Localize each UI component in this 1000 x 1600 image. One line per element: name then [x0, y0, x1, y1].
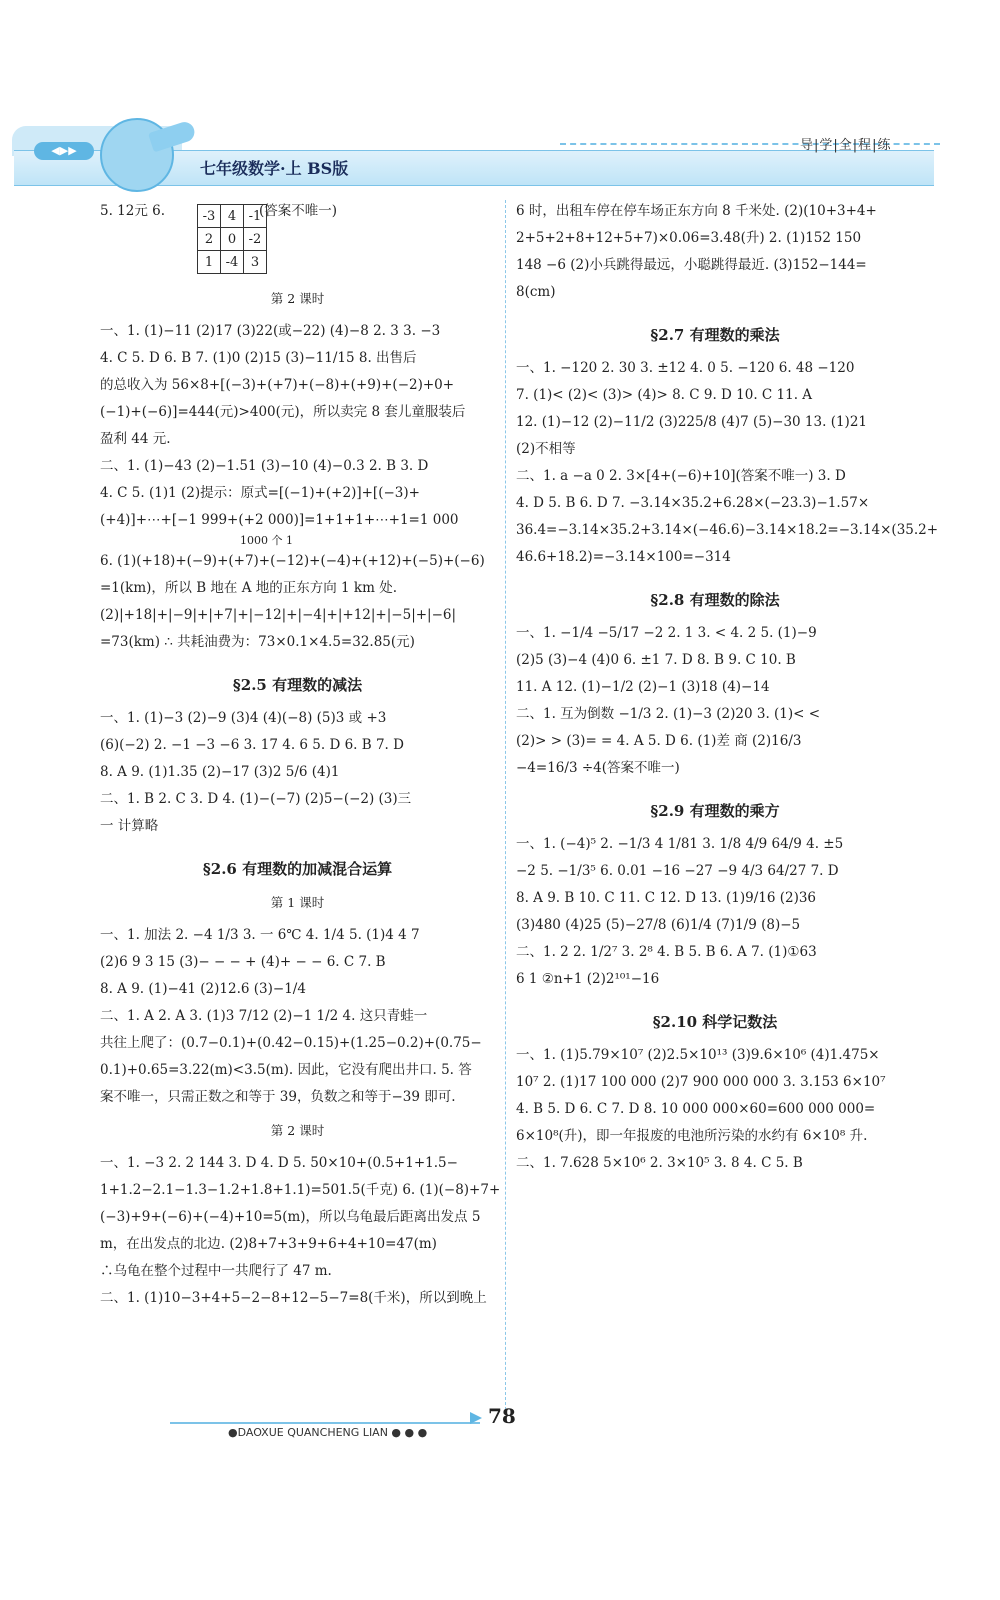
answer-note: 1000 个 1 [240, 534, 293, 547]
grid-cell: -1 [244, 205, 267, 228]
answer-line: (2)|+18|+|−9|+|+7|+|−12|+|−4|+|+12|+|−5|+|−6| [100, 607, 457, 623]
grid-cell: 0 [221, 228, 244, 251]
answer-line: 8. A 9. B 10. C 11. C 12. D 13. (1)9/16 (2)36 [516, 890, 817, 906]
answer-line: 6 时，出租车停在停车场正东方向 8 千米处. (2)(10+3+4+ [516, 203, 877, 219]
column-divider [505, 200, 506, 1410]
answer-line: 148 −6 (2)小兵跳得最远，小聪跳得最近. (3)152−144= [516, 257, 867, 273]
answer-line: 一、1. −3 2. 2 144 3. D 4. D 5. 50×10+(0.5+1+1.5− [100, 1155, 458, 1171]
answer-line: 一、1. (1)−11 (2)17 (3)22(或−22) (4)−8 2. 3 3. −3 [100, 323, 441, 339]
answer-line: 二、1. (1)−43 (2)−1.51 (3)−10 (4)−0.3 2. B 3. D [100, 458, 429, 474]
answer-line: 二、1. A 2. A 3. (1)3 7/12 (2)−1 1/2 4. 这只青蛙一 [100, 1008, 428, 1024]
answer-line: 共往上爬了：(0.7−0.1)+(0.42−0.15)+(1.25−0.2)+(0.75− [100, 1035, 482, 1051]
left-column [100, 198, 501, 1312]
answer-line: (2)不相等 [516, 441, 576, 457]
answer-line: 4. D 5. B 6. D 7. −3.14×35.2+6.28×(−23.3)−1.57× [516, 495, 870, 511]
answer-line: =1(km)，所以 B 地在 A 地的正东方向 1 km 处. [100, 580, 397, 596]
footer-arrow-icon [470, 1412, 482, 1424]
answer-line: 一、1. −1/4 −5/17 −2 2. 1 3. < 4. 2 5. (1)−9 [516, 625, 817, 641]
answer-line: 4. C 5. D 6. B 7. (1)0 (2)15 (3)−11/15 8. 出售后 [100, 350, 417, 366]
section-heading: §2.10 科学记数法 [652, 1013, 778, 1031]
answer-line: 二、1. 7.628 5×10⁶ 2. 3×10⁵ 3. 8 4. C 5. B [516, 1155, 803, 1171]
answer-line: −4=16/3 ÷4(答案不唯一) [516, 760, 680, 776]
answer-line: (+4)]+⋯+[−1 999+(+2 000)]=1+1+1+⋯+1=1 000 [100, 512, 459, 528]
grid-cell: 1 [198, 251, 221, 274]
answer-line: 10⁷ 2. (1)17 100 000 (2)7 900 000 000 3. 3.153 6×10⁷ [516, 1074, 886, 1090]
answer-line: 一 计算略 [100, 818, 159, 834]
answer-line: (2)5 (3)−4 (4)0 6. ±1 7. D 8. B 9. C 10. B [516, 652, 796, 668]
answer-line: 6×10⁸(升)，即一年报废的电池所污染的水约有 6×10⁸ 升. [516, 1128, 868, 1144]
section-heading: §2.8 有理数的除法 [650, 591, 780, 609]
answer-line: (−1)+(−6)]=444(元)>400(元)，所以卖完 8 套儿童服装后 [100, 404, 466, 420]
answer-line: (2)6 9 3 15 (3)− − − + (4)+ − − 6. C 7. B [100, 954, 386, 970]
lesson-subtitle: 第 1 课时 [270, 895, 325, 910]
answer-line: −2 5. −1/3⁵ 6. 0.01 −16 −27 −9 4/3 64/27 7. D [516, 863, 839, 879]
answer-line: 6. (1)(+18)+(−9)+(+7)+(−12)+(−4)+(+12)+(−5)+(−6) [100, 553, 485, 569]
section-heading: §2.6 有理数的加减混合运算 [202, 860, 393, 878]
right-column [516, 198, 939, 1177]
answer-line: 一、1. −120 2. 30 3. ±12 4. 0 5. −120 6. 48 −120 [516, 360, 855, 376]
answer-line: 7. (1)< (2)< (3)> (4)> 8. C 9. D 10. C 11. A [516, 387, 813, 403]
answer-line: 二、1. (1)10−3+4+5−2−8+12−5−7=8(千米)，所以到晚上 [100, 1290, 487, 1306]
answer-line: 0.1)+0.65=3.22(m)<3.5(m). 因此，它没有爬出井口. 5. 答 [100, 1062, 472, 1078]
answer-line: (−3)+9+(−6)+(−4)+10=5(m)，所以乌龟最后距离出发点 5 [100, 1209, 481, 1225]
answer-line: =73(km) ∴ 共耗油费为：73×0.1×4.5=32.85(元) [100, 634, 415, 650]
answer-line: m，在出发点的北边. (2)8+7+3+9+6+4+10=47(m) [100, 1236, 437, 1252]
lesson-subtitle: 第 2 课时 [270, 1123, 325, 1138]
grid-cell: 3 [244, 251, 267, 274]
answer-line: 一、1. 加法 2. −4 1/3 3. 一 6℃ 4. 1/4 5. (1)4 4 7 [100, 927, 420, 943]
answer-line: 二、1. 2 2. 1/2⁷ 3. 2⁸ 4. B 5. B 6. A 7. (1)①63 [516, 944, 817, 960]
footer-text: ●DAOXUE QUANCHENG LIAN ● ● ● [228, 1426, 428, 1439]
answer-line: 12. (1)−12 (2)−11/2 (3)225/8 (4)7 (5)−30 13. (1)21 [516, 414, 867, 430]
answer-line: 的总收入为 56×8+[(−3)+(+7)+(−8)+(+9)+(−2)+0+ [100, 377, 455, 393]
answer-line: 8(cm) [516, 284, 556, 300]
series-label: 导|学|全|程|练 [800, 138, 892, 153]
answer-line: 案不唯一，只需正数之和等于 39，负数之和等于−39 即可. [100, 1089, 456, 1105]
answer-line: 1+1.2−2.1−1.3−1.2+1.8+1.1)=501.5(千克) 6. (1)(−8)+7+ [100, 1182, 501, 1198]
answer-line: 二、1. a −a 0 2. 3×[4+(−6)+10](答案不唯一) 3. D [516, 468, 846, 484]
answer-line: 2+5+2+8+12+5+7)×0.06=3.48(升) 2. (1)152 150 [516, 230, 862, 246]
grid-cell: 2 [198, 228, 221, 251]
lesson-subtitle: 第 2 课时 [270, 291, 325, 306]
answer-line: 8. A 9. (1)−41 (2)12.6 (3)−1/4 [100, 981, 306, 997]
grid-cell: 4 [221, 205, 244, 228]
answer-line: 一、1. (−4)⁵ 2. −1/3 4 1/81 3. 1/8 4/9 64/9 4. ±5 [516, 836, 844, 852]
answer-line: 4. B 5. D 6. C 7. D 8. 10 000 000×60=600 000 000= [516, 1101, 876, 1117]
section-heading: §2.7 有理数的乘法 [650, 326, 780, 344]
footer-bar [170, 1422, 480, 1424]
answer-line: 6 1 ②n+1 (2)2¹⁰¹−16 [516, 971, 660, 987]
answer-line: 一、1. (1)5.79×10⁷ (2)2.5×10¹³ (3)9.6×10⁶ (4)1.475× [516, 1047, 880, 1063]
answer-line: 36.4=−3.14×35.2+3.14×(−46.6)−3.14×18.2=−3.14×(35.2+ [516, 522, 939, 538]
answer-line: 8. A 9. (1)1.35 (2)−17 (3)2 5/6 (4)1 [100, 764, 340, 780]
page-number: 78 [488, 1404, 516, 1428]
nav-arrows-badge: ◀▶▶ [34, 142, 94, 160]
section-heading: §2.9 有理数的乘方 [650, 802, 780, 820]
section-heading: §2.5 有理数的减法 [232, 676, 363, 694]
grid-cell: -2 [244, 228, 267, 251]
answer-line: (3)480 (4)25 (5)−27/8 (6)1/4 (7)1/9 (8)−5 [516, 917, 801, 933]
answer-line: ∴乌龟在整个过程中一共爬行了 47 m. [100, 1263, 332, 1279]
answer-line: 4. C 5. (1)1 (2)提示：原式=[(−1)+(+2)]+[(−3)+ [100, 485, 420, 501]
answer-line: (2)> > (3)= = 4. A 5. D 6. (1)差 商 (2)16/3 [516, 733, 802, 749]
page-title: 七年级数学·上 BS版 [200, 159, 349, 178]
answer-line: (6)(−2) 2. −1 −3 −6 3. 17 4. 6 5. D 6. B 7. D [100, 737, 404, 753]
answer-line: 11. A 12. (1)−1/2 (2)−1 (3)18 (4)−14 [516, 679, 770, 695]
answer-line: 盈利 44 元. [100, 431, 171, 447]
answer-line: 46.6+18.2)=−3.14×100=−314 [516, 549, 731, 565]
answer-line: 二、1. 互为倒数 −1/3 2. (1)−3 (2)20 3. (1)< < [516, 706, 821, 722]
grid-cell: -3 [198, 205, 221, 228]
answer-line: 二、1. B 2. C 3. D 4. (1)−(−7) (2)5−(−2) (3)三 [100, 791, 412, 807]
answer-line: 5. 12元 6. (答案不唯一) [100, 203, 338, 219]
grid-cell: -4 [221, 251, 244, 274]
answer-line: 一、1. (1)−3 (2)−9 (3)4 (4)(−8) (5)3 或 +3 [100, 710, 387, 726]
